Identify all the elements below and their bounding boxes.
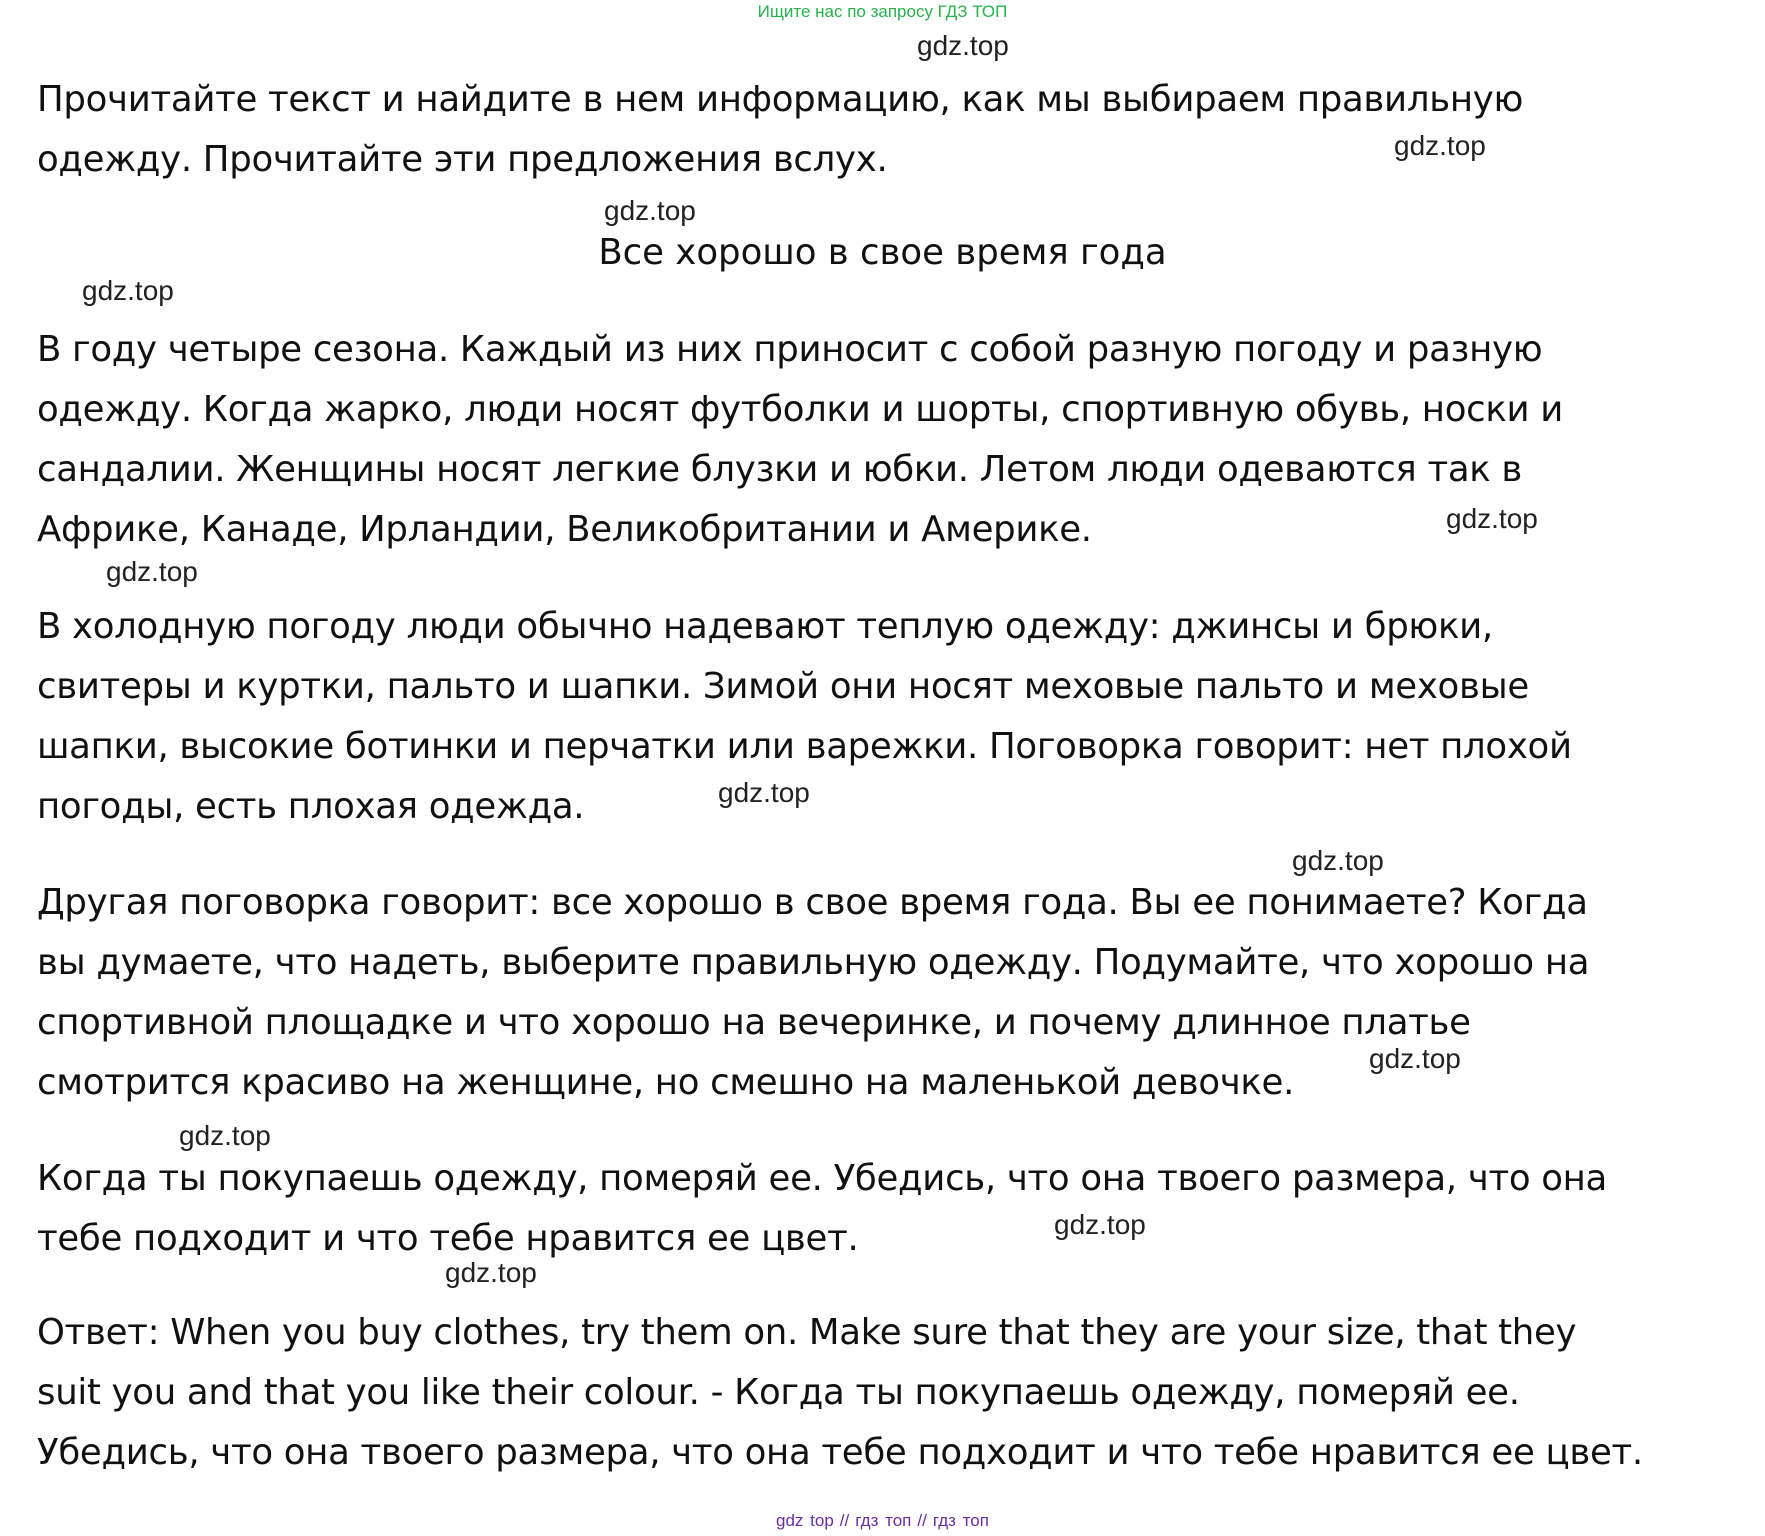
watermark: gdz.top — [917, 30, 1009, 61]
text-title: Все хорошо в свое время года — [598, 232, 1167, 273]
paragraph-line: свитеры и куртки, пальто и шапки. Зимой они носят меховые пальто и меховые — [37, 666, 1529, 707]
task-text-line: одежду. Прочитайте эти предложения вслух. — [37, 139, 888, 180]
paragraph-line: тебе подходит и что тебе нравится ее цвет. — [37, 1218, 859, 1259]
paragraph-line: шапки, высокие ботинки и перчатки или варежки. Поговорка говорит: нет плохой — [37, 726, 1572, 767]
answer-line: Ответ: When you buy clothes, try them on. Make sure that they are your size, that they — [37, 1312, 1577, 1353]
watermark: gdz.top — [179, 1120, 271, 1151]
footer-separator: // — [917, 1511, 927, 1530]
paragraph-line: спортивной площадке и что хорошо на вечеринке, и почему длинное платье — [37, 1002, 1471, 1043]
footer-link[interactable]: gdz top — [776, 1511, 834, 1530]
watermark: gdz.top — [1394, 130, 1486, 161]
paragraph-line: смотрится красиво на женщине, но смешно на маленькой девочке. — [37, 1062, 1295, 1103]
answer-line: Убедись, что она твоего размера, что она тебе подходит и что тебе нравится ее цвет. — [37, 1432, 1643, 1473]
paragraph-line: погоды, есть плохая одежда. — [37, 786, 585, 827]
footer-link[interactable]: гдз топ — [855, 1511, 912, 1530]
paragraph-line: В холодную погоду люди обычно надевают теплую одежду: джинсы и брюки, — [37, 606, 1493, 647]
footer-links — [0, 1511, 1765, 1531]
paragraph-line: вы думаете, что надеть, выберите правильную одежду. Подумайте, что хорошо на — [37, 942, 1590, 983]
watermark: gdz.top — [1292, 845, 1384, 876]
paragraph-line: В году четыре сезона. Каждый из них приносит с собой разную погоду и разную — [37, 329, 1543, 370]
watermark: gdz.top — [1369, 1043, 1461, 1074]
footer-separator: // — [839, 1511, 850, 1530]
watermark: gdz.top — [82, 275, 174, 306]
task-text-line: Прочитайте текст и найдите в нем информацию, как мы выбираем правильную — [37, 79, 1524, 120]
paragraph-line: сандалии. Женщины носят легкие блузки и юбки. Летом люди одеваются так в — [37, 449, 1523, 490]
paragraph-line: Африке, Канаде, Ирландии, Великобритании и Америке. — [37, 509, 1092, 550]
answer-line: suit you and that you like their colour. - Когда ты покупаешь одежду, померяй ее. — [37, 1372, 1520, 1413]
watermark: gdz.top — [106, 556, 198, 587]
search-hint-banner: Ищите нас по запросу ГДЗ ТОП — [757, 2, 1008, 21]
footer-link[interactable]: гдз топ — [932, 1511, 989, 1530]
watermark: gdz.top — [604, 195, 696, 226]
paragraph-line: Когда ты покупаешь одежду, померяй ее. Убедись, что она твоего размера, что она — [37, 1158, 1608, 1199]
watermark: gdz.top — [1054, 1209, 1146, 1240]
watermark: gdz.top — [1446, 503, 1538, 534]
paragraph-line: Другая поговорка говорит: все хорошо в свое время года. Вы ее понимаете? Когда — [37, 882, 1588, 923]
watermark: gdz.top — [445, 1257, 537, 1288]
paragraph-line: одежду. Когда жарко, люди носят футболки и шорты, спортивную обувь, носки и — [37, 389, 1564, 430]
watermark: gdz.top — [718, 777, 810, 808]
